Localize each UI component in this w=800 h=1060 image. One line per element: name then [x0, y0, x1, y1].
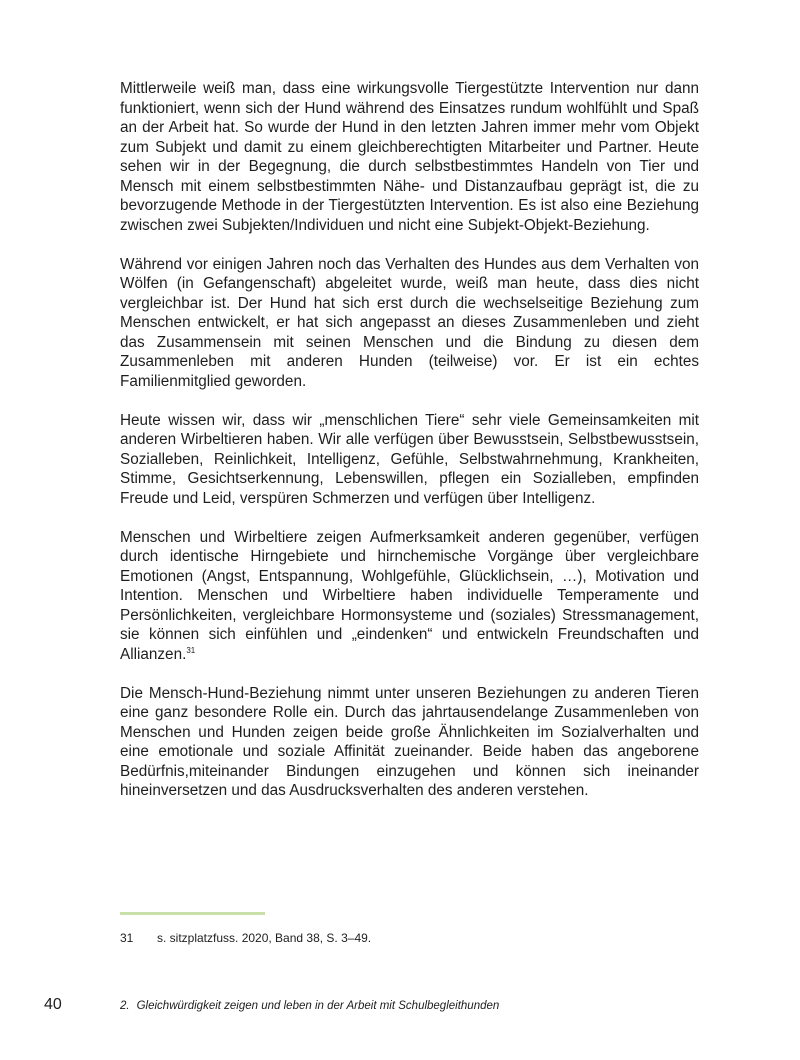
running-head: [120, 998, 499, 1014]
paragraph-4: [120, 528, 699, 665]
footnote: [120, 930, 371, 946]
page-number: 40: [44, 996, 62, 1013]
paragraph-3: Heute wissen wir, dass wir „menschlichen Tiere“ sehr viele Gemeinsamkeiten mit anderen Wirbeltieren haben. Wir alle verfügen über Bewusstsein, Selbstbewusstsein, Sozialleben, Reinlichkeit, Intelligenz, Gefühle, Selbstwahrnehmung, Krankheiten, Stimme, Gesichtserkennung, Lebenswillen, pflegen ein Sozialleben, empfinden Freude und Leid, verspüren Schmerzen und verfügen über Intelligenz.: [120, 411, 699, 507]
paragraph-5: Die Mensch-Hund-Beziehung nimmt unter unseren Beziehungen zu anderen Tieren eine ganz besondere Rolle ein. Durch das jahrtausendelange Zusammenleben von Menschen und Hunden zeigen beide große Ähnlichkeiten im Sozialverhalten und eine emotionale und soziale Affinität zueinander. Beide haben das angeborene Bedürfnis,miteinander Bindungen einzugehen und können sich ineinander hineinversetzen und das Ausdrucksverhalten des anderen verstehen.: [120, 684, 699, 799]
running-head-title: Gleichwürdigkeit zeigen und leben in der Arbeit mit Schulbegleithunden: [136, 1000, 500, 1012]
running-head-chapter: 2.: [120, 1000, 130, 1012]
paragraph-4-text: Menschen und Wirbeltiere zeigen Aufmerksamkeit anderen gegenüber, verfügen durch identische Hirngebiete und hirnchemische Vorgänge über vergleichbare Emotionen (Angst, Entspannung, Wohlgefühle, Glücklichsein, …), Motivation und Intention. Menschen und Wirbeltiere haben individuelle Temperamente und Persönlichkeiten, vergleichbare Hormonsysteme und (soziales) Stressmanagement, sie können sich einfühlen und „eindenken“ und entwickeln Freundschaften und Allianzen.: [120, 528, 699, 663]
footnote-text: s. sitzplatzfuss. 2020, Band 38, S. 3–49.: [157, 931, 372, 945]
paragraph-2: Während vor einigen Jahren noch das Verhalten des Hundes aus dem Verhalten von Wölfen (in Gefangenschaft) abgeleitet wurde, weiß man heute, dass dies nicht vergleichbar ist. Der Hund hat sich erst durch die wechselseitige Beziehung zum Menschen entwickelt, er hat sich angepasst an dieses Zusammenleben und zieht das Zusammensein mit seinen Menschen und die Bindung zu diesen dem Zusammenleben mit anderen Hunden (teilweise) vor. Er ist ein echtes Familienmitglied geworden.: [120, 255, 699, 390]
footnote-number: 31: [120, 931, 134, 945]
paragraph-1: Mittlerweile weiß man, dass eine wirkungsvolle Tiergestützte Intervention nur dann funktioniert, wenn sich der Hund während des Einsatzes rundum wohlfühlt und Spaß an der Arbeit hat. So wurde der Hund in den letzten Jahren immer mehr vom Objekt zum Subjekt und damit zu einem gleichberechtigten Mitarbeiter und Partner. Heute sehen wir in der Begegnung, die durch selbstbestimmtes Handeln von Tier und Mensch mit einem selbstbestimmten Nähe- und Distanzaufbau geprägt ist, die zu bevorzugende Methode in der Tiergestützten Intervention. Es ist also eine Beziehung zwischen zwei Subjekten/Individuen und nicht eine Subjekt-Objekt-Beziehung.: [120, 80, 699, 234]
footnote-reference[interactable]: 31: [186, 645, 196, 655]
body-text: [120, 79, 699, 820]
footnote-divider: [120, 912, 265, 915]
